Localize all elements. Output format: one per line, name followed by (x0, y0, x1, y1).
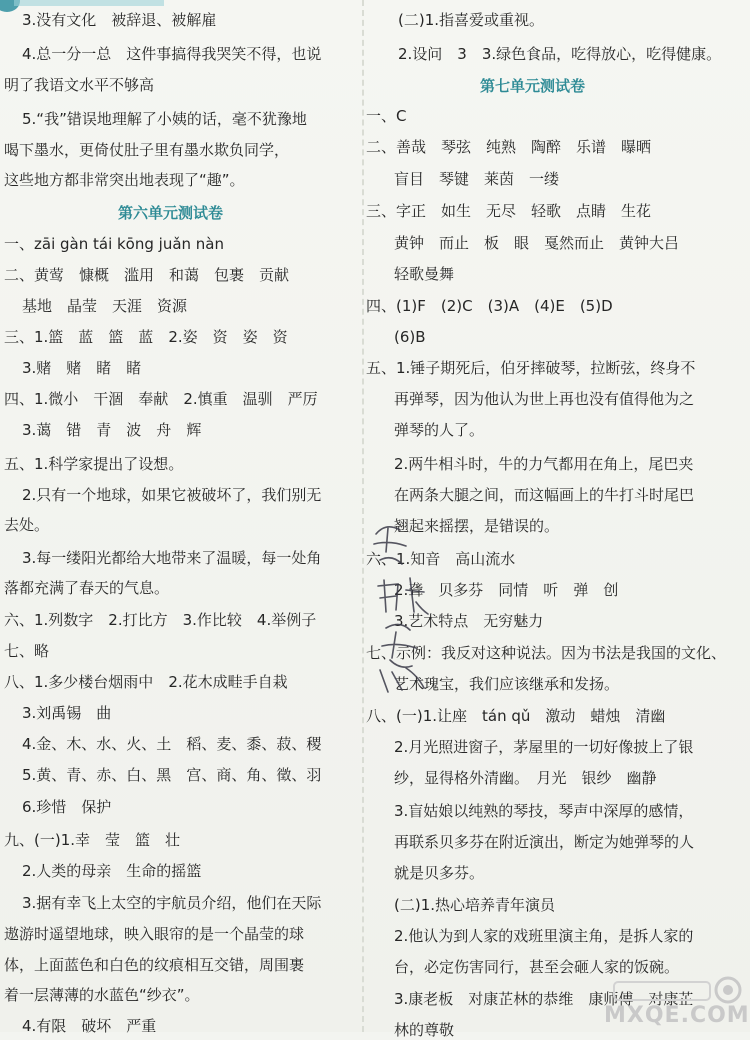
left-answer-line: 3.蔼 错 青 波 舟 辉 (22, 421, 202, 439)
left-answer-line: 落都充满了春天的气息。 (4, 579, 170, 597)
left-answer-line: 九、(一)1.幸 莹 篮 壮 (4, 831, 181, 849)
right-answer-line: 台，必定伤害同行，甚至会砸人家的饭碗。 (394, 958, 680, 976)
left-answer-line: 2.人类的母亲 生命的摇篮 (22, 862, 202, 880)
right-answer-line: 2.设问 3 3.绿色食品，吃得放心，吃得健康。 (398, 45, 722, 63)
right-answer-line: 2.他认为到人家的戏班里演主角，是拆人家的 (394, 927, 694, 945)
left-answer-line: 3.赌 赌 睹 睹 (22, 359, 142, 377)
unit-7-heading: 第七单元测试卷 (480, 77, 586, 95)
left-answer-line: 八、1.多少楼台烟雨中 2.花木成畦手自栽 (4, 673, 288, 691)
left-answer-line: 3.刘禹锡 曲 (22, 704, 112, 722)
left-answer-line: 二、黄莺 慷概 滥用 和蔼 包裹 贡献 (4, 266, 290, 284)
right-answer-line: 纱，显得格外清幽。 月光 银纱 幽静 (394, 769, 657, 787)
left-answer-line: 体，上面蓝色和白色的纹痕相互交错，周围裹 (4, 956, 305, 974)
right-answer-line: 六、1.知音 高山流水 (366, 550, 516, 568)
left-answer-line: 基地 晶莹 天涯 资源 (22, 297, 188, 315)
watermark-logo (604, 976, 750, 1028)
handwritten-marks (366, 520, 446, 695)
right-answer-line: 盲目 琴键 莱茵 一缕 (394, 170, 560, 188)
right-answer-line: 四、(1)F (2)C (3)A (4)E (5)D (366, 297, 613, 315)
left-answer-line: 喝下墨水，更倚仗肚子里有墨水欺负同学， (4, 141, 290, 159)
left-answer-line: 4.有限 破坏 严重 (22, 1017, 157, 1035)
right-answer-line: 八、(一)1.让座 tán qǔ 激动 蜡烛 清幽 (366, 707, 666, 725)
right-answer-line: 艺术瑰宝，我们应该继承和发扬。 (394, 675, 620, 693)
right-answer-line: 2.两牛相斗时，牛的力气都用在角上，尾巴夹 (394, 455, 694, 473)
left-answer-line: 着一层薄薄的水蓝色“纱衣”。 (4, 986, 200, 1004)
left-answer-line: 5.“我”错误地理解了小姨的话，毫不犹豫地 (22, 110, 307, 128)
right-answer-line: (6)B (394, 328, 426, 346)
left-answer-line: 六、1.列数字 2.打比方 3.作比较 4.举例子 (4, 611, 317, 629)
right-answer-line: 七、示例：我反对这种说法。因为书法是我国的文化、 (366, 644, 727, 662)
left-answer-line: 这些地方都非常突出地表现了“趣”。 (4, 171, 245, 189)
right-answer-line: 3.艺术特点 无穷魅力 (394, 612, 544, 630)
right-answer-line: 2.聋 贝多芬 同情 听 弹 创 (394, 581, 619, 599)
right-answer-line: 就是贝多芬。 (394, 864, 485, 882)
right-answer-line: 三、字正 如生 无尽 轻歌 点睛 生花 (366, 202, 652, 220)
right-answer-line: 轻歌曼舞 (394, 265, 455, 283)
left-answer-line: 一、zāi gàn tái kōng juǎn nàn (4, 235, 225, 253)
left-answer-line: 七、略 (4, 642, 50, 660)
right-answer-line: 3.康老板 对康芷林的恭维 康师傅 对康芷 (394, 990, 694, 1008)
unit-6-heading: 第六单元测试卷 (118, 204, 224, 222)
right-answer-line: (二)1.指喜爱或重视。 (398, 11, 545, 29)
left-answer-line: 五、1.科学家提出了设想。 (4, 455, 184, 473)
right-answer-line: (二)1.热心培养青年演员 (394, 896, 556, 914)
left-answer-line: 3.每一缕阳光都给大地带来了温暖，每一处角 (22, 549, 322, 567)
right-answer-line: 再联系贝多芬在附近演出，断定为她弹琴的人 (394, 833, 695, 851)
right-answer-line: 五、1.锤子期死后，伯牙摔破琴，拉断弦，终身不 (366, 359, 696, 377)
left-answer-line: 4.总一分一总 这件事搞得我哭笑不得，也说 (22, 45, 322, 63)
column-divider (362, 0, 364, 1032)
left-answer-line: 遨游时遥望地球，映入眼帘的是一个晶莹的球 (4, 925, 305, 943)
right-answer-line: 黄钟 而止 板 眼 戛然而止 黄钟大吕 (394, 234, 680, 252)
left-answer-line: 2.只有一个地球，如果它被破坏了，我们别无 (22, 486, 322, 504)
right-answer-line: 2.月光照进窗子，茅屋里的一切好像披上了银 (394, 738, 694, 756)
left-answer-line: 4.金、木、水、火、土 稻、麦、黍、菽、稷 (22, 735, 322, 753)
left-answer-line: 3.没有文化 被辞退、被解雇 (22, 11, 217, 29)
right-answer-line: 再弹琴，因为他认为世上再也没有值得他为之 (394, 390, 695, 408)
left-answer-line: 明了我语文水平不够高 (4, 76, 155, 94)
watermark-emblem-icon (604, 976, 744, 1006)
left-answer-line: 3.据有幸飞上太空的宇航员介绍，他们在天际 (22, 894, 322, 912)
left-answer-line: 6.珍惜 保护 (22, 798, 112, 816)
right-answer-line: 一、C (366, 107, 407, 125)
left-answer-line: 去处。 (4, 516, 50, 534)
left-answer-line: 四、1.微小 干涸 奉献 2.慎重 温驯 严厉 (4, 390, 318, 408)
watermark-text: MXQE.COM (604, 1003, 750, 1028)
right-answer-line: 弹琴的人了。 (394, 421, 485, 439)
right-answer-line: 在两条大腿之间，而这幅画上的牛打斗时尾巴 (394, 486, 695, 504)
right-answer-line: 3.盲姑娘以纯熟的琴技，琴声中深厚的感情， (394, 802, 694, 820)
right-answer-line: 二、善哉 琴弦 纯熟 陶醉 乐谱 曝晒 (366, 138, 652, 156)
header-strip (14, 0, 164, 6)
left-answer-line: 5.黄、青、赤、白、黑 宫、商、角、徵、羽 (22, 766, 322, 784)
right-answer-line: 林的尊敬 (394, 1021, 455, 1039)
left-answer-line: 三、1.篮 蓝 篮 蓝 2.姿 资 姿 资 (4, 328, 288, 346)
right-answer-line: 翘起来摇摆，是错误的。 (394, 517, 560, 535)
